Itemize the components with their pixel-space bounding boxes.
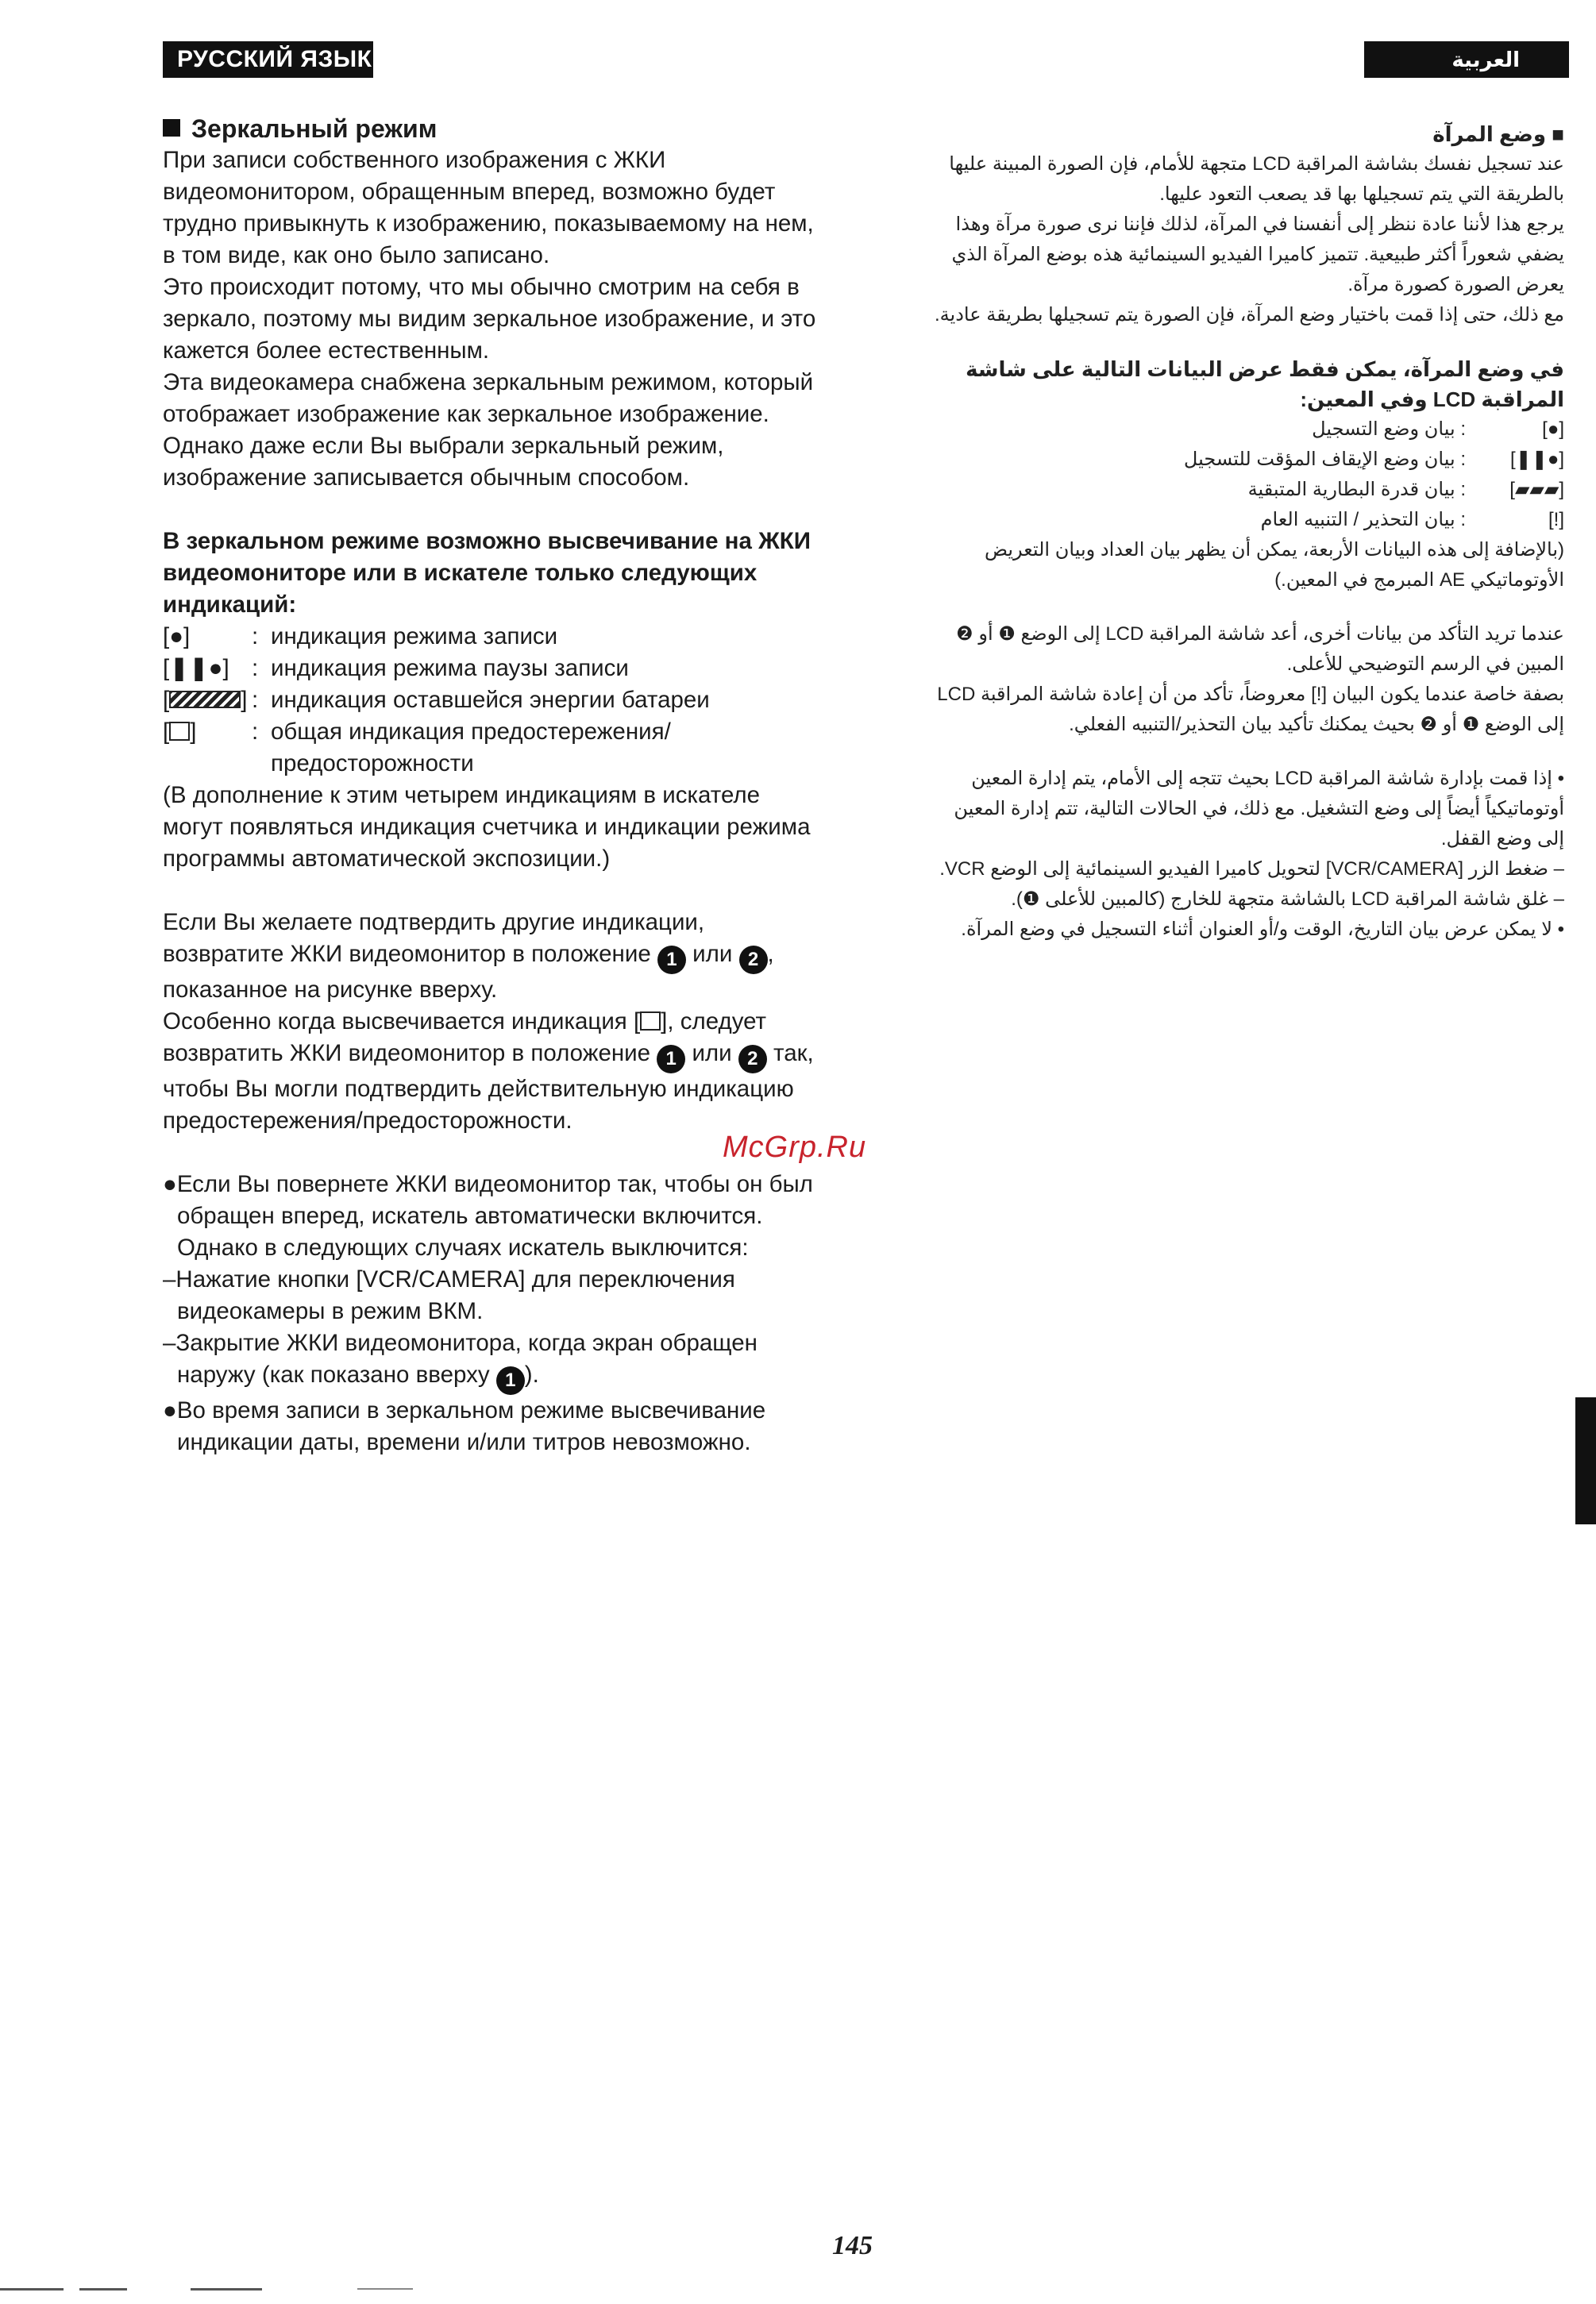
- position-1-icon: 1: [657, 1045, 685, 1073]
- arabic-paragraph: بصفة خاصة عندما يكون البيان [!] معروضاً، تأكد من أن إعادة شاشة المراقبة LCD إلى الوضع ❶ أو ❷ بحيث يمكنك تأكيد بيان التحذير/التنبيه الفعلي.: [937, 684, 1564, 735]
- paragraph-additional: (В дополнение к этим четырем индикациям в искателе могут появляться индикация счетчика и индикации режима программы автоматической экспозиции.): [163, 782, 811, 872]
- paragraph-warning: Особенно когда высвечивается индикация [ ], следует возвратить ЖКИ видеомонитор в положение 1 или 2 так, чтобы Вы могли подтвердить действительную индикацию предостережения/предосторожности.: [163, 1008, 814, 1134]
- position-2-icon: 2: [738, 1045, 767, 1073]
- indication-item: [●] : индикация режима записи: [163, 621, 822, 653]
- position-1-icon: 1: [496, 1366, 525, 1395]
- section-edge-tab: [1575, 1397, 1596, 1524]
- arabic-bullet-item: • لا يمكن عرض بيان التاريخ، الوقت و/أو العنوان أثناء التسجيل في وضع المرآة.: [961, 919, 1564, 940]
- paragraph-confirm: Если Вы желаете подтвердить другие индикации, возвратите ЖКИ видеомонитор в положение 1 или 2 , показанное на рисунке вверху.: [163, 909, 774, 1003]
- position-2-icon: 2: [739, 946, 768, 974]
- russian-language-tab: РУССКИЙ ЯЗЫК: [163, 41, 373, 78]
- arabic-indication-item: [!] : بيان التحذير / التنبيه العام: [925, 505, 1564, 535]
- bullet-item: ●Во время записи в зеркальном режиме высвечивание индикации даты, времени и/или титров невозможно.: [163, 1397, 766, 1455]
- scan-artifact-line: [79, 2288, 127, 2291]
- arabic-dash-item: – غلق شاشة المراقبة LCD بالشاشة متجهة للخارج (كالمبين للأعلى ❶).: [1011, 888, 1564, 910]
- battery-indicator-icon: [▰▰▰]: [1509, 479, 1564, 500]
- arabic-section-heading: ■ وضع المرآة: [1432, 122, 1564, 146]
- battery-indicator-icon: [ ]: [163, 687, 248, 713]
- section-heading: Зеркальный режим: [163, 113, 822, 144]
- pause-record-indicator-icon: [❚❚●]: [1509, 449, 1564, 470]
- indication-item: [ ] : общая индикация предостережения/ предосторожности: [163, 716, 822, 780]
- arabic-paragraph: عند تسجيل نفسك بشاشة المراقبة LCD متجهة للأمام، فإن الصورة المبينة عليها بالطريقة التي يتم تسجيلها بها قد يصعب التعود عليها.: [949, 153, 1564, 205]
- scan-artifact-line: [357, 2288, 413, 2290]
- scan-artifact-line: [191, 2288, 262, 2291]
- indication-item: [❚❚●] : индикация режима паузы записи: [163, 653, 822, 684]
- warning-indicator-icon: [!]: [1548, 509, 1564, 530]
- arabic-language-tab: العربية: [1364, 41, 1569, 78]
- warning-indicator-icon: [ ]: [163, 719, 197, 745]
- paragraph-note: Однако даже если Вы выбрали зеркальный режим, изображение записывается обычным способом.: [163, 433, 724, 491]
- arabic-dash-item: – ضغط الزر [VCR/CAMERA] لتحويل كاميرا الفيديو السينمائية إلى الوضع VCR.: [939, 858, 1564, 880]
- record-indicator-icon: [●]: [1542, 418, 1564, 440]
- indication-item: [ ] : индикация оставшейся энергии батареи: [163, 684, 822, 716]
- arabic-indication-item: [▰▰▰] : بيان قدرة البطارية المتبقية: [925, 475, 1564, 505]
- page-number: 145: [832, 2231, 873, 2260]
- bullet-item: ●Если Вы повернете ЖКИ видеомонитор так, чтобы он был обращен вперед, искатель автоматически включится. Однако в следующих случаях искатель выключится:: [163, 1171, 813, 1261]
- watermark: McGrp.Ru: [723, 1131, 867, 1164]
- paragraph-intro: При записи собственного изображения с ЖКИ видеомонитором, обращенным вперед, возможно будет трудно привыкнуть к изображению, показываемому на нем, в том виде, как оно было записано.: [163, 147, 814, 268]
- arabic-indication-item: [❚❚●] : بيان وضع الإيقاف المؤقت للتسجيل: [925, 445, 1564, 475]
- indications-heading: В зеркальном режиме возможно высвечивание на ЖКИ видеомониторе или в искателе только следующих индикаций:: [163, 528, 811, 618]
- warning-indicator-icon: [640, 1011, 661, 1031]
- scan-artifact-line: [0, 2288, 64, 2291]
- arabic-paragraph: مع ذلك، حتى إذا قمت باختيار وضع المرآة، فإن الصورة يتم تسجيلها بطريقة عادية.: [935, 304, 1564, 326]
- record-indicator-icon: [●]: [163, 623, 191, 649]
- russian-column: [163, 113, 822, 1458]
- paragraph-feature: Эта видеокамера снабжена зеркальным режимом, который отображает изображение как зеркальное изображение.: [163, 369, 814, 427]
- dash-item: –Закрытие ЖКИ видеомонитора, когда экран обращен наружу (как показано вверху 1 ).: [163, 1327, 822, 1395]
- arabic-paragraph: يرجع هذا لأننا عادة ننظر إلى أنفسنا في المرآة، لذلك فإننا نرى صورة مرآة وهذا يضفي شعوراً أكثر طبيعية. تتميز كاميرا الفيديو السينمائية هذه بوضع المرآة الذي يعرض الصورة كصورة مرآة.: [951, 214, 1564, 295]
- arabic-bullet-item: • إذا قمت بإدارة شاشة المراقبة LCD بحيث تتجه إلى الأمام، يتم إدارة المعين أوتوماتيكياً أيضاً إلى وضع التشغيل. مع ذلك، في الحالات التالية، تتم إدارة المعين إلى وضع القفل.: [954, 768, 1564, 850]
- paragraph-reason: Это происходит потому, что мы обычно смотрим на себя в зеркало, поэтому мы видим зеркальное изображение, и это кажется более естественным.: [163, 274, 816, 364]
- square-bullet-icon: [163, 119, 180, 137]
- arabic-indication-item: [●] : بيان وضع التسجيل: [925, 414, 1564, 445]
- dash-item: –Нажатие кнопки [VCR/CAMERA] для переключения видеокамеры в режим ВКМ.: [163, 1266, 735, 1324]
- arabic-paragraph: عندما تريد التأكد من بيانات أخرى، أعد شاشة المراقبة LCD إلى الوضع ❶ أو ❷ المبين في الرسم التوضيحي للأعلى.: [956, 623, 1564, 675]
- pause-record-indicator-icon: [❚❚●]: [163, 655, 229, 681]
- arabic-column: [925, 119, 1564, 945]
- position-1-icon: 1: [657, 946, 686, 974]
- arabic-paragraph: (بالإضافة إلى هذه البيانات الأربعة، يمكن أن يظهر بيان العداد وبيان التعريض الأوتوماتيكي AE المبرمج في المعين.): [984, 539, 1564, 591]
- arabic-indications-heading: في وضع المرآة، يمكن فقط عرض البيانات التالية على شاشة المراقبة LCD وفي المعين:: [966, 357, 1564, 411]
